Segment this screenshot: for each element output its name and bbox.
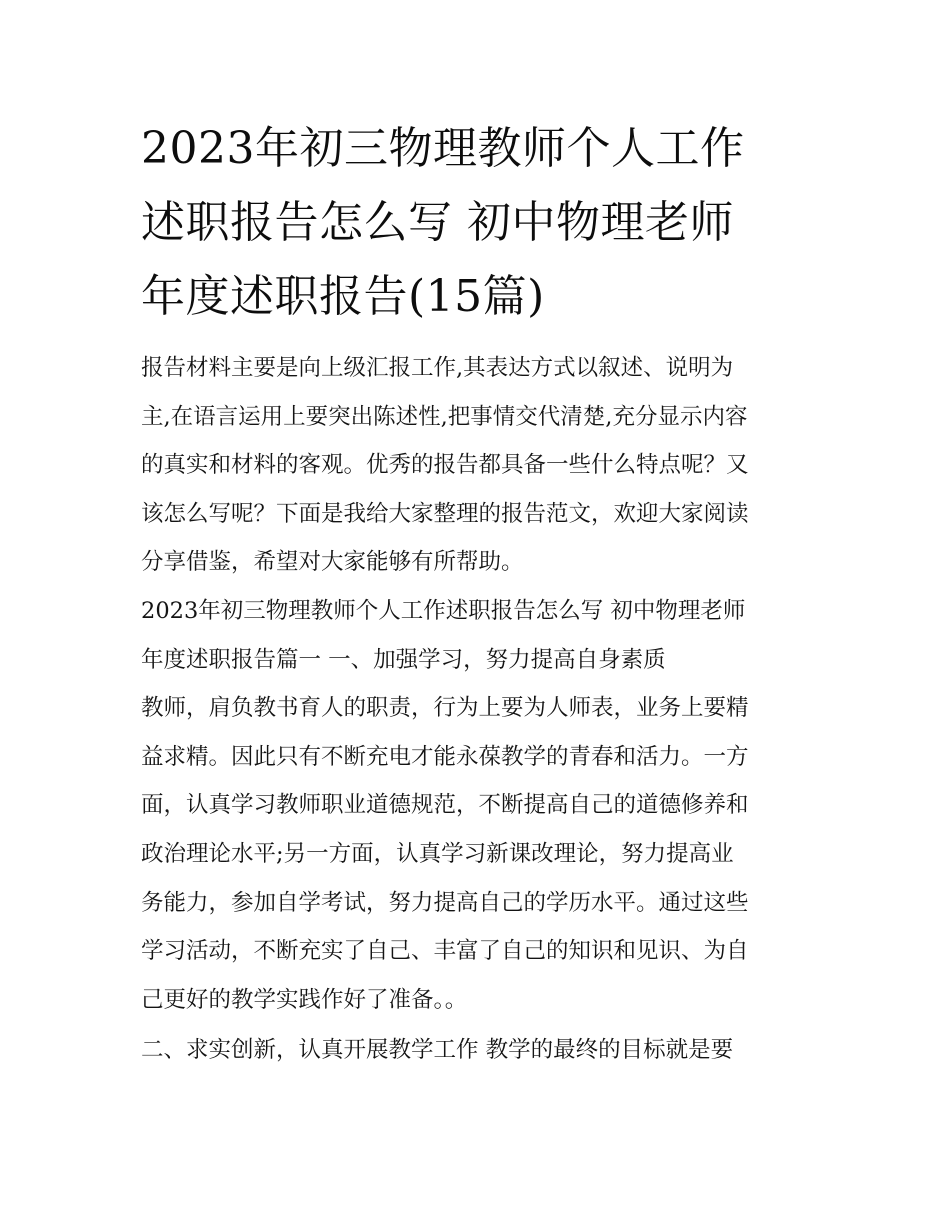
document-title [141, 112, 813, 334]
title-line-1: 2023年初三物理教师个人工作 [141, 123, 745, 174]
next-section-paragraph [141, 1026, 813, 1075]
body-line-7: 己更好的教学实践作好了准备。。 [141, 986, 468, 1013]
intro-paragraph [141, 344, 813, 587]
section-heading [141, 587, 813, 684]
intro-line-5: 分享借鉴，希望对大家能够有所帮助。 [141, 549, 524, 576]
body-paragraph [141, 684, 813, 1024]
section-heading-line-1: 2023年初三物理教师个人工作述职报告怎么写 初中物理老师 [141, 597, 746, 624]
title-line-3: 年度述职报告(15篇) [141, 271, 545, 322]
intro-line-1: 报告材料主要是向上级汇报工作,其表达方式以叙述、说明为 [141, 355, 734, 381]
intro-line-4: 该怎么写呢？下面是我给大家整理的报告范文，欢迎大家阅读 [141, 500, 749, 527]
section-heading-line-2: 年度述职报告篇一 一、加强学习，努力提高自身素质 [141, 646, 666, 673]
intro-line-3: 的真实和材料的客观。优秀的报告都具备一些什么特点呢？又 [141, 452, 749, 479]
next-section-line: 二、求实创新，认真开展教学工作 教学的最终的目标就是要 [141, 1037, 734, 1064]
intro-line-2: 主,在语言运用上要突出陈述性,把事情交代清楚,充分显示内容 [141, 403, 748, 430]
body-line-6: 学习活动，不断充实了自己、丰富了自己的知识和见识、为自 [141, 938, 749, 965]
body-line-2: 益求精。因此只有不断充电才能永葆教学的青春和活力。一方 [141, 743, 749, 770]
document-content [141, 112, 813, 1075]
body-line-5: 务能力，参加自学考试，努力提高自己的学历水平。通过这些 [141, 889, 749, 916]
body-line-1: 教师，肩负教书育人的职责，行为上要为人师表，业务上要精 [141, 695, 749, 722]
body-line-3: 面，认真学习教师职业道德规范，不断提高自己的道德修养和 [141, 792, 749, 819]
title-line-2: 述职报告怎么写 初中物理老师 [141, 197, 734, 248]
body-line-4: 政治理论水平;另一方面，认真学习新课改理论，努力提高业 [141, 840, 734, 867]
